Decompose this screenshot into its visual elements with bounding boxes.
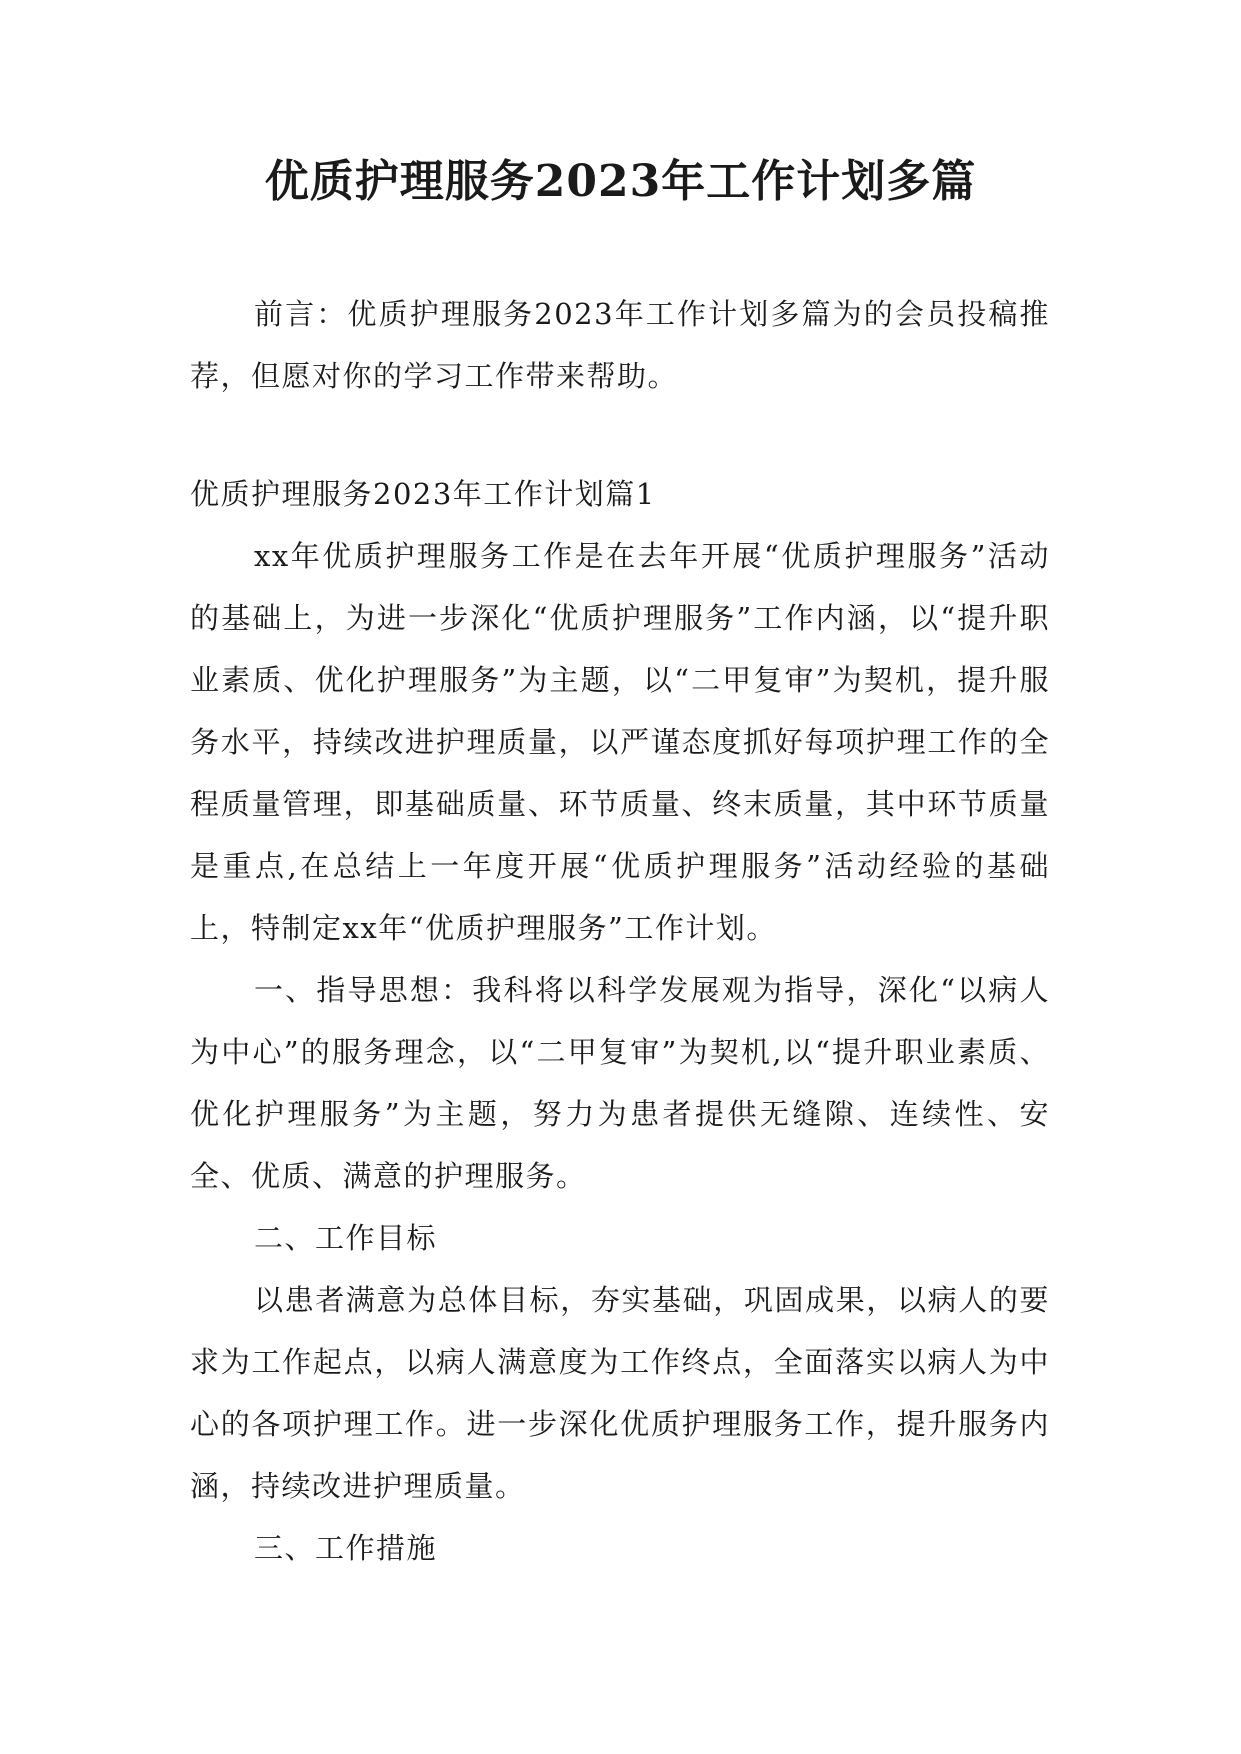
intro-block — [190, 283, 1050, 407]
main-body — [190, 463, 1050, 1579]
intro-paragraph: 前言：优质护理服务2023年工作计划多篇为的会员投稿推荐，但愿对你的学习工作带来帮助。 — [190, 297, 1050, 393]
work-goals-heading: 二、工作目标 — [254, 1221, 438, 1255]
document-title: 优质护理服务2023年工作计划多篇 — [264, 156, 977, 207]
work-goals-paragraph: 以患者满意为总体目标，夯实基础，巩固成果，以病人的要求为工作起点，以病人满意度为工作终点，全面落实以病人为中心的各项护理工作。进一步深化优质护理服务工作，提升服务内涵，持续改进护理质量。 — [190, 1283, 1050, 1503]
section-heading: 优质护理服务2023年工作计划篇1 — [190, 477, 656, 511]
work-measures-heading: 三、工作措施 — [254, 1531, 438, 1565]
guiding-ideology-paragraph: 一、指导思想：我科将以科学发展观为指导，深化“以病人为中心”的服务理念，以“二甲复审”为契机,以“提升职业素质、优化护理服务”为主题，努力为患者提供无缝隙、连续性、安全、优质、满意的护理服务。 — [190, 973, 1050, 1193]
body-paragraph: xx年优质护理服务工作是在去年开展“优质护理服务”活动的基础上，为进一步深化“优质护理服务”工作内涵，以“提升职业素质、优化护理服务”为主题，以“二甲复审”为契机，提升服务水平，持续改进护理质量，以严谨态度抓好每项护理工作的全程质量管理，即基础质量、环节质量、终末质量，其中环节质量是重点,在总结上一年度开展“优质护理服务”活动经验的基础上，特制定xx年“优质护理服务”工作计划。 — [190, 539, 1050, 945]
